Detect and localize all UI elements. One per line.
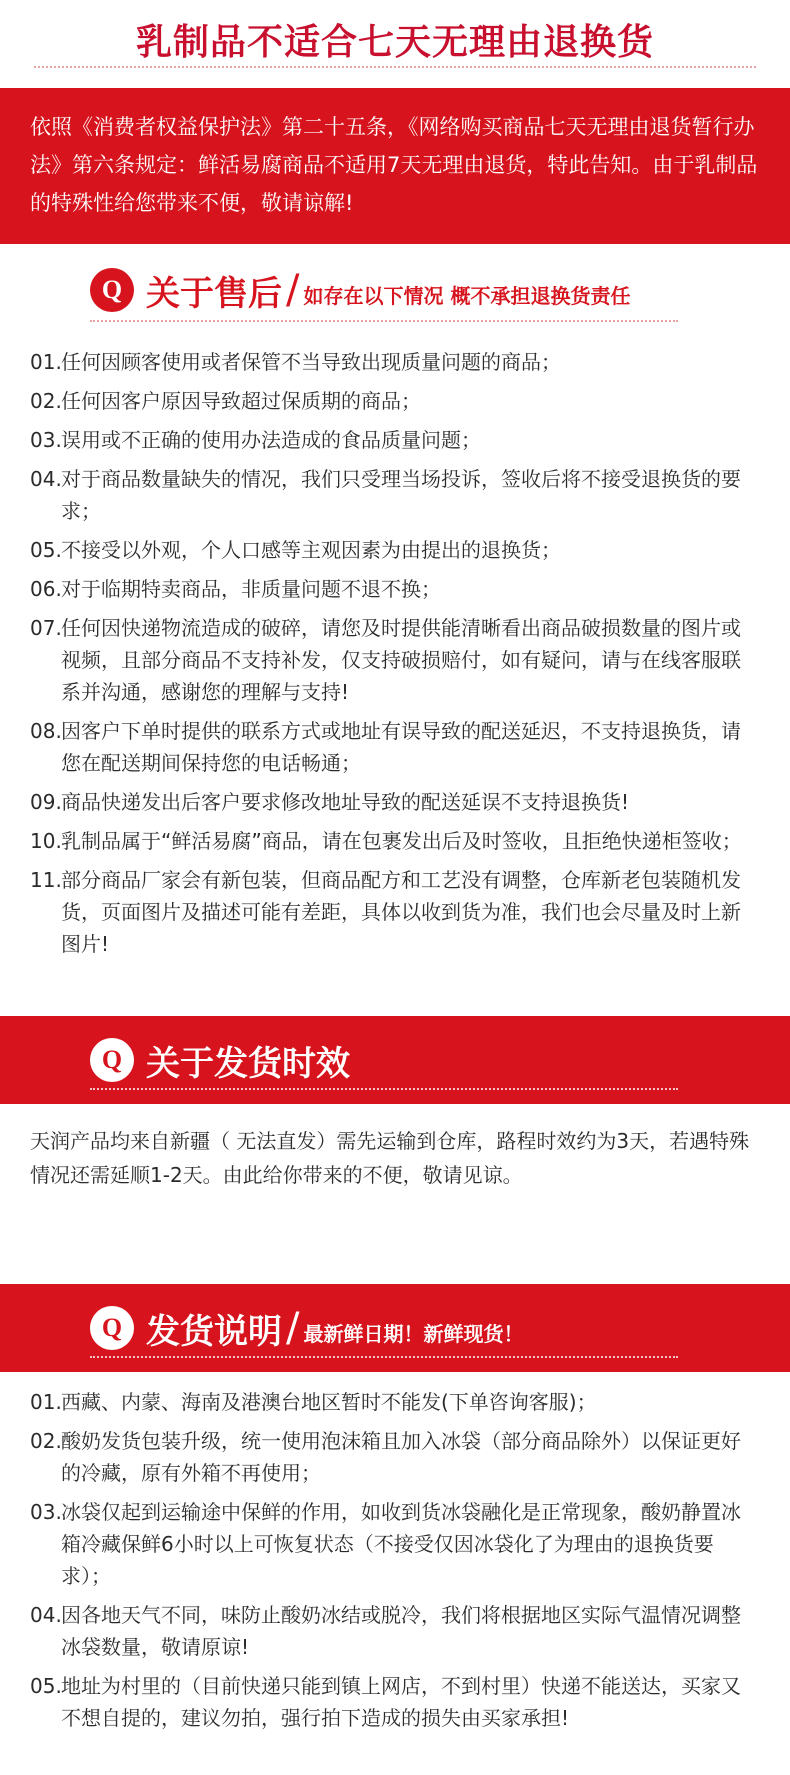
header-divider: [90, 1088, 678, 1090]
top-title-banner: [0, 0, 790, 88]
list-item-number: 08.: [30, 719, 62, 743]
list-item-text: 商品快递发出后客户要求修改地址导致的配送延误不支持退换货!: [61, 790, 630, 814]
after-sales-list: [0, 336, 790, 1016]
title-slash: /: [286, 267, 300, 313]
list-item: [30, 573, 760, 605]
header-divider: [90, 320, 678, 322]
after-sales-title: 关于售后: [146, 273, 282, 314]
list-item-text: 对于商品数量缺失的情况，我们只受理当场投诉，签收后将不接受退换货的要求；: [61, 467, 741, 523]
shipping-time-title: 关于发货时效: [146, 1043, 350, 1084]
list-item-text: 因客户下单时提供的联系方式或地址有误导致的配送延迟，不支持退换货，请您在配送期间保持您的电话畅通；: [61, 719, 741, 775]
shipping-notes-title: 发货说明: [146, 1311, 282, 1352]
list-item-text: 冰袋仅起到运输途中保鲜的作用，如收到货冰袋融化是正常现象，酸奶静置冰箱冷藏保鲜6小时以上可恢复状态（不接受仅因冰袋化了为理由的退换货要求）；: [61, 1500, 741, 1588]
list-item-text: 对于临期特卖商品，非质量问题不退不换；: [61, 577, 441, 601]
shipping-notes-subtitle: 最新鲜日期！新鲜现货！: [303, 1321, 524, 1346]
list-item-number: 10.: [30, 829, 62, 853]
after-sales-subtitle: 如存在以下情况 概不承担退换货责任: [303, 283, 631, 308]
list-item: [30, 612, 760, 708]
q-badge-icon: Q: [90, 268, 134, 312]
shipping-time-header: [0, 1016, 790, 1104]
list-item-text: 部分商品厂家会有新包装，但商品配方和工艺没有调整，仓库新老包装随机发货，页面图片及描述可能有差距，具体以收到货为准，我们也会尽量及时上新图片!: [61, 868, 741, 956]
list-item-text: 地址为村里的（目前快递只能到镇上网店，不到村里）快递不能送达，买家又不想自提的，建议勿拍，强行拍下造成的损失由买家承担!: [61, 1674, 741, 1730]
list-item: [30, 1386, 760, 1418]
list-item-number: 07.: [30, 616, 62, 640]
legal-notice: 依照《消费者权益保护法》第二十五条，《网络购买商品七天无理由退货暂行办法》第六条规定：鲜活易腐商品不适用7天无理由退货，特此告知。由于乳制品的特殊性给您带来不便，敬请谅解!: [0, 88, 790, 244]
list-item-number: 03.: [30, 1500, 62, 1524]
list-item-number: 09.: [30, 790, 62, 814]
list-item-number: 02.: [30, 1429, 62, 1453]
list-item-text: 乳制品属于“鲜活易腐”商品，请在包裹发出后及时签收，且拒绝快递柜签收；: [61, 829, 742, 853]
list-item: [30, 786, 760, 818]
list-item-text: 因各地天气不同，味防止酸奶冰结或脱冷，我们将根据地区实际气温情况调整冰袋数量，敬请原谅!: [61, 1603, 741, 1659]
shipping-time-text: 天润产品均来自新疆（ 无法直发）需先运输到仓库，路程时效约为3天，若遇特殊情况还需延顺1-2天。由此给你带来的不便，敬请见谅。: [30, 1129, 750, 1187]
title-divider: [34, 66, 756, 68]
page-title: 乳制品不适合七天无理由退换货: [135, 22, 654, 63]
list-item-number: 11.: [30, 868, 62, 892]
list-item-number: 01.: [30, 350, 62, 374]
title-slash: /: [286, 1305, 300, 1351]
list-item: [30, 1670, 760, 1734]
list-item: [30, 346, 760, 378]
q-badge-icon: Q: [90, 1306, 134, 1350]
list-item-text: 不接受以外观，个人口感等主观因素为由提出的退换货；: [61, 538, 561, 562]
list-item-text: 西藏、内蒙、海南及港澳台地区暂时不能发(下单咨询客服)；: [61, 1390, 597, 1414]
list-item-number: 05.: [30, 1674, 62, 1698]
list-item-text: 酸奶发货包装升级，统一使用泡沫箱且加入冰袋（部分商品除外）以保证更好的冷藏，原有外箱不再使用；: [61, 1429, 741, 1485]
list-item: [30, 1425, 760, 1489]
list-item-number: 02.: [30, 389, 62, 413]
list-item-number: 04.: [30, 467, 62, 491]
list-item-number: 04.: [30, 1603, 62, 1627]
list-item-text: 任何因快递物流造成的破碎，请您及时提供能清晰看出商品破损数量的图片或视频，且部分商品不支持补发，仅支持破损赔付，如有疑问，请与在线客服联系并沟通，感谢您的理解与支持!: [61, 616, 741, 704]
q-badge-icon: Q: [90, 1038, 134, 1082]
after-sales-header: [0, 244, 790, 336]
list-item: [30, 1496, 760, 1592]
list-item-text: 任何因客户原因导致超过保质期的商品；: [61, 389, 421, 413]
list-item: [30, 534, 760, 566]
header-divider: [90, 1356, 678, 1358]
list-item-text: 误用或不正确的使用办法造成的食品质量问题；: [61, 428, 481, 452]
list-item: [30, 825, 760, 857]
list-item: [30, 864, 760, 960]
list-item-number: 05.: [30, 538, 62, 562]
list-item: [30, 385, 760, 417]
list-item-number: 01.: [30, 1390, 62, 1414]
list-item: [30, 1599, 760, 1663]
shipping-notes-list: [0, 1372, 790, 1734]
list-item: [30, 424, 760, 456]
list-item-text: 任何因顾客使用或者保管不当导致出现质量问题的商品；: [61, 350, 561, 374]
list-item: [30, 463, 760, 527]
list-item-number: 06.: [30, 577, 62, 601]
list-item: [30, 715, 760, 779]
shipping-notes-header: [0, 1284, 790, 1372]
list-item-number: 03.: [30, 428, 62, 452]
